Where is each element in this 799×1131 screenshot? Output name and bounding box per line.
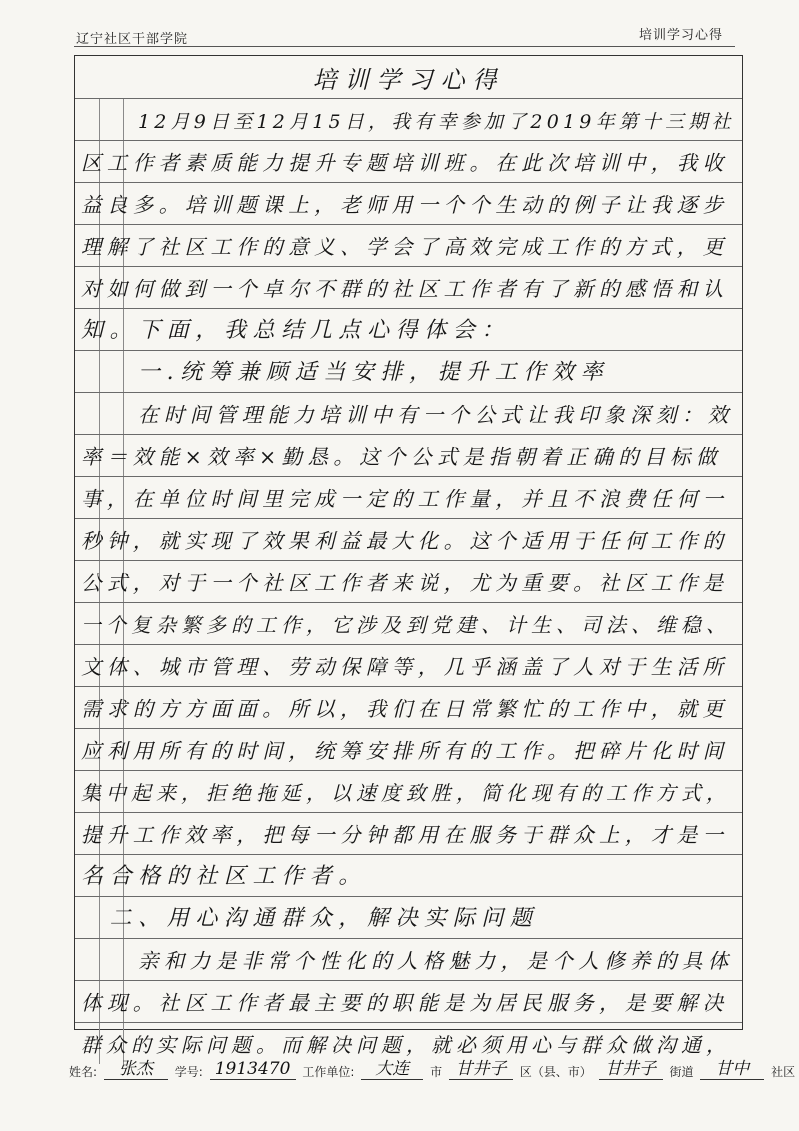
essay-line <box>75 350 742 392</box>
essay-line <box>75 434 742 476</box>
essay-line <box>75 560 742 602</box>
essay-line-text: 一.统筹兼顾适当安排，提升工作效率 <box>138 360 610 385</box>
essay-line <box>75 308 742 350</box>
essay-line <box>75 476 742 518</box>
street-suffix: 街道 <box>669 1065 694 1079</box>
essay-line-text: 在时间管理能力培训中有一个公式让我印象深刻：效 <box>138 403 734 427</box>
district-suffix: 区（县、市） <box>519 1065 592 1079</box>
essay-line-text: 率＝效能×效率×勤恳。这个公式是指朝着正确的目标做 <box>81 445 722 469</box>
community-suffix: 社区 <box>771 1065 796 1079</box>
essay-line-text: 理解了社区工作的意义、学会了高效完成工作的方式，更 <box>81 235 729 259</box>
essay-line <box>75 392 742 434</box>
essay-line-text: 区工作者素质能力提升专题培训班。在此次培训中，我收 <box>81 151 729 175</box>
essay-line <box>75 518 742 560</box>
city-suffix: 市 <box>430 1065 443 1079</box>
essay-line <box>75 728 742 770</box>
name-label: 姓名: <box>69 1065 98 1079</box>
title-row <box>75 56 742 98</box>
essay-line-text: 群众的实际问题。而解决问题，就必须用心与群众做沟通， <box>81 1033 731 1057</box>
essay-line <box>75 266 742 308</box>
essay-line <box>75 602 742 644</box>
essay-line-text: 事，在单位时间里完成一定的工作量，并且不浪费任何一 <box>81 487 729 511</box>
id-value: 1913470 <box>210 1059 296 1080</box>
essay-line <box>75 686 742 728</box>
essay-line-text: 提升工作效率，把每一分钟都用在服务于群众上，才是一 <box>81 823 729 847</box>
essay-line-text: 对如何做到一个卓尔不群的社区工作者有了新的感悟和认 <box>81 277 729 301</box>
header-divider <box>74 46 735 47</box>
essay-line-text: 文体、城市管理、劳动保障等，几乎涵盖了人对于生活所 <box>81 655 729 679</box>
essay-line-text: 二、用心沟通群众，解决实际问题 <box>109 906 539 931</box>
footer-info <box>66 1054 796 1080</box>
essay-line <box>75 644 742 686</box>
essay-line <box>75 224 742 266</box>
essay-line <box>75 812 742 854</box>
id-label: 学号: <box>174 1065 203 1079</box>
header-institution: 辽宁社区干部学院 <box>76 32 189 47</box>
essay-line-text: 体现。社区工作者最主要的职能是为居民服务，是要解决 <box>81 991 729 1015</box>
essay-line-text: 12月9日至12月15日，我有幸参加了2019年第十三期社 <box>138 111 735 133</box>
essay-line-text: 集中起来，拒绝拖延，以速度致胜，简化现有的工作方式， <box>81 781 731 805</box>
work-label: 工作单位: <box>302 1065 355 1079</box>
essay-line-text: 亲和力是非常个性化的人格魅力，是个人修养的具体 <box>138 949 734 973</box>
essay-line-text: 应利用所有的时间，统筹安排所有的工作。把碎片化时间 <box>81 739 729 763</box>
essay-line <box>75 854 742 896</box>
header-doc-type: 培训学习心得 <box>638 28 723 43</box>
essay-line <box>75 770 742 812</box>
essay-line <box>75 182 742 224</box>
essay-line-text: 知。下面，我总结几点心得体会： <box>81 318 511 343</box>
essay-line-text: 益良多。培训题课上，老师用一个个生动的例子让我逐步 <box>81 193 729 217</box>
essay-line-text: 需求的方方面面。所以，我们在日常繁忙的工作中，就更 <box>81 697 729 721</box>
essay-line-text: 名合格的社区工作者。 <box>81 864 368 889</box>
name-value: 张杰 <box>104 1054 168 1080</box>
essay-line-text: 一个复杂繁多的工作，它涉及到党建、计生、司法、维稳、 <box>81 613 731 637</box>
essay-line <box>75 98 742 140</box>
writing-grid <box>74 55 743 1057</box>
essay-line <box>75 938 742 980</box>
city-value: 大连 <box>361 1054 423 1080</box>
essay-title: 培训学习心得 <box>312 66 505 94</box>
essay-line-text: 公式，对于一个社区工作者来说，尤为重要。社区工作是 <box>81 571 729 595</box>
street-value: 甘井子 <box>599 1054 663 1080</box>
essay-line <box>75 980 742 1022</box>
district-value: 甘井子 <box>449 1054 513 1080</box>
essay-line-text: 秒钟，就实现了效果利益最大化。这个适用于任何工作的 <box>81 529 729 553</box>
community-value: 甘中 <box>700 1054 764 1080</box>
essay-line <box>75 896 742 938</box>
essay-line <box>75 140 742 182</box>
